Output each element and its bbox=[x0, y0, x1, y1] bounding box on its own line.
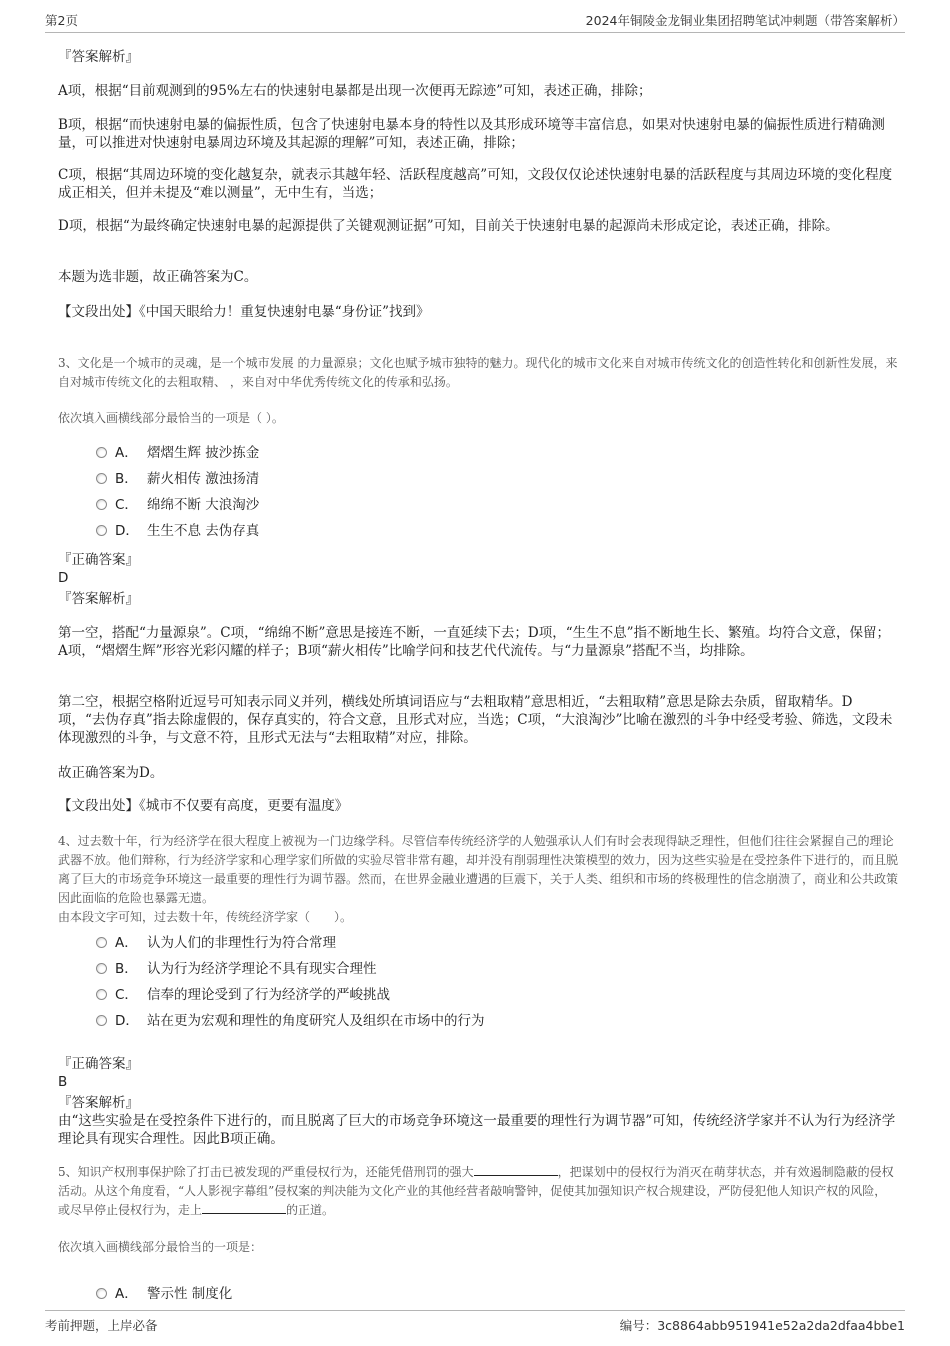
q5-stem-part2: ，把谋划中的侵权行为消灭在萌芽状态，并有效遏制隐蔽的侵权活动。从这个角度看，“人人影视字幕组”侵权案的判决能为文化产业的其他经营者敲响警钟，促使其加强知识产权合规建设，严防侵犯他人知识产权的风险，或尽早停止侵权行为，走上 bbox=[58, 1165, 894, 1217]
q3-question: 依次填入画横线部分最恰当的一项是（ ）。 bbox=[58, 411, 284, 425]
q3-correct-label: 『正确答案』 bbox=[58, 552, 139, 568]
q2-analysis-label: 『答案解析』 bbox=[58, 49, 139, 65]
option-text: 站在更为宏观和理性的角度研究人及组织在市场中的行为 bbox=[147, 1013, 485, 1029]
radio-icon[interactable] bbox=[96, 1288, 107, 1299]
q5-stem-part3: 的正道。 bbox=[286, 1203, 335, 1217]
q3-analysis-p1: 第一空，搭配“力量源泉”。C项，“绵绵不断”意思是接连不断，一直延续下去；D项，“生生不息”指不断地生长、繁殖。均符合文意，保留；A项，“熠熠生辉”形容光彩闪耀的样子；B项“薪火相传”比喻学问和技艺代代流传。与“力量源泉”搭配不当，均排除。 bbox=[58, 625, 891, 659]
code-label: 编号： bbox=[619, 1318, 658, 1333]
option-letter: D． bbox=[115, 1013, 139, 1029]
q2-analysis-b: B项，根据“而快速射电暴的偏振性质，包含了快速射电暴本身的特性以及其形成环境等丰富信息，如果对快速射电暴的偏振性质进行精确测量，可以推进对快速射电暴周边环境及其起源的理解”可知，表述正确，排除； bbox=[58, 117, 885, 151]
option-letter: A． bbox=[115, 1286, 138, 1302]
q2-analysis-d: D项，根据“为最终确定快速射电暴的起源提供了关键观测证据”可知，目前关于快速射电暴的起源尚未形成定论，表述正确，排除。 bbox=[58, 218, 839, 234]
radio-icon[interactable] bbox=[96, 499, 107, 510]
radio-icon[interactable] bbox=[96, 937, 107, 948]
q5-stem bbox=[58, 1163, 898, 1220]
option-letter: C． bbox=[115, 987, 138, 1003]
q3-answer: D bbox=[58, 570, 69, 586]
option-letter: A． bbox=[115, 445, 138, 461]
document-title: 2024年铜陵金龙铜业集团招聘笔试冲刺题（带答案解析） bbox=[585, 13, 905, 28]
q3-option-a[interactable] bbox=[96, 443, 259, 463]
q4-answer: B bbox=[58, 1074, 68, 1090]
q3-option-c[interactable] bbox=[96, 495, 259, 515]
page-footer bbox=[45, 1310, 905, 1346]
radio-icon[interactable] bbox=[96, 989, 107, 1000]
radio-icon[interactable] bbox=[96, 473, 107, 484]
option-letter: C． bbox=[115, 497, 138, 513]
q4-correct-label: 『正确答案』 bbox=[58, 1056, 139, 1072]
q5-option-a[interactable] bbox=[96, 1284, 232, 1304]
option-letter: A． bbox=[115, 935, 138, 951]
q4-option-a[interactable] bbox=[96, 933, 336, 953]
option-text: 熠熠生辉 披沙拣金 bbox=[147, 445, 260, 461]
option-letter: B． bbox=[115, 961, 138, 977]
fill-blank bbox=[202, 1201, 286, 1214]
option-text: 薪火相传 激浊扬清 bbox=[147, 471, 260, 487]
radio-icon[interactable] bbox=[96, 963, 107, 974]
q4-option-d[interactable] bbox=[96, 1011, 485, 1031]
option-text: 认为行为经济学理论不具有现实合理性 bbox=[147, 961, 377, 977]
option-text: 生生不息 去伪存真 bbox=[147, 523, 260, 539]
q3-stem: 3、文化是一个城市的灵魂，是一个城市发展 的力量源泉；文化也赋予城市独特的魅力。现代化的城市文化来自对城市传统文化的创造性转化和创新性发展，来自对城市传统文化的去粗取精、 ，来自对中华优秀传统文化的传承和弘扬。 bbox=[58, 356, 898, 389]
page-number: 第2页 bbox=[45, 13, 78, 28]
q3-analysis-p2: 第二空，根据空格附近逗号可知表示同义并列，横线处所填词语应与“去粗取精”意思相近，“去粗取精”意思是除去杂质，留取精华。D项，“去伪存真”指去除虚假的，保存真实的，符合文意，且形式对应，当选；C项，“大浪淘沙”比喻在激烈的斗争中经受考验、筛选，文段未体现激烈的斗争，与文意不符，且形式无法与“去粗取精”对应，排除。 bbox=[58, 694, 893, 746]
q3-option-b[interactable] bbox=[96, 469, 259, 489]
q5-question: 依次填入画横线部分最恰当的一项是： bbox=[58, 1240, 263, 1254]
option-letter: B． bbox=[115, 471, 138, 487]
document-code bbox=[620, 1316, 905, 1334]
fill-blank bbox=[474, 1163, 558, 1176]
page-header bbox=[45, 0, 905, 33]
q4-option-c[interactable] bbox=[96, 985, 390, 1005]
code-value: 3c8864abb951941e52a2da2dfaa4bbe1 bbox=[657, 1318, 905, 1333]
q4-stem: 4、过去数十年，行为经济学在很大程度上被视为一门边缘学科。尽管信奉传统经济学的人勉强承认人们有时会表现得缺乏理性，但他们往往会紧握自己的理论武器不放。他们辩称，行为经济学家和心理学家们所做的实验尽管非常有趣，却并没有削弱理性决策模型的效力，因为这些实验是在受控条件下进行的，而且脱离了巨大的市场竞争环境这一最重要的理性行为调节器。然而，在世界金融业遭遇的巨震下，关于人类、组织和市场的终极理性的信念崩溃了，商业和公共政策因此面临的危险也暴露无遗。 bbox=[58, 834, 899, 905]
q4-option-b[interactable] bbox=[96, 959, 377, 979]
q2-source: 【文段出处】《中国天眼给力！重复快速射电暴“身份证”找到》 bbox=[58, 304, 430, 320]
q4-question: 由本段文字可知，过去数十年，传统经济学家（ ）。 bbox=[58, 910, 353, 924]
q2-analysis-a: A项，根据“目前观测到的95%左右的快速射电暴都是出现一次便再无踪迹”可知，表述正确，排除； bbox=[58, 83, 652, 99]
footer-slogan: 考前押题，上岸必备 bbox=[45, 1318, 158, 1333]
q3-conclusion: 故正确答案为D。 bbox=[58, 765, 164, 781]
q3-option-d[interactable] bbox=[96, 521, 259, 541]
option-text: 警示性 制度化 bbox=[147, 1286, 233, 1302]
q4-analysis-label: 『答案解析』 bbox=[58, 1095, 139, 1111]
q5-stem-part1: 5、知识产权刑事保护除了打击已被发现的严重侵权行为，还能凭借刑罚的强大 bbox=[58, 1165, 474, 1179]
q3-source: 【文段出处】《城市不仅要有高度，更要有温度》 bbox=[58, 798, 349, 814]
radio-icon[interactable] bbox=[96, 525, 107, 536]
q3-analysis-label: 『答案解析』 bbox=[58, 591, 139, 607]
radio-icon[interactable] bbox=[96, 1015, 107, 1026]
q2-analysis-c: C项，根据“其周边环境的变化越复杂，就表示其越年轻、活跃程度越高”可知，文段仅仅论述快速射电暴的活跃程度与其周边环境的变化程度成正相关，但并未提及“难以测量”，无中生有，当选； bbox=[58, 167, 893, 201]
option-letter: D． bbox=[115, 523, 139, 539]
option-text: 信奉的理论受到了行为经济学的严峻挑战 bbox=[147, 987, 390, 1003]
option-text: 绵绵不断 大浪淘沙 bbox=[147, 497, 260, 513]
q2-conclusion: 本题为选非题，故正确答案为C。 bbox=[58, 269, 258, 285]
radio-icon[interactable] bbox=[96, 447, 107, 458]
option-text: 认为人们的非理性行为符合常理 bbox=[147, 935, 336, 951]
q4-analysis-p1: 由“这些实验是在受控条件下进行的，而且脱离了巨大的市场竞争环境这一最重要的理性行为调节器”可知，传统经济学家并不认为行为经济学理论具有现实合理性。因此B项正确。 bbox=[58, 1113, 896, 1147]
